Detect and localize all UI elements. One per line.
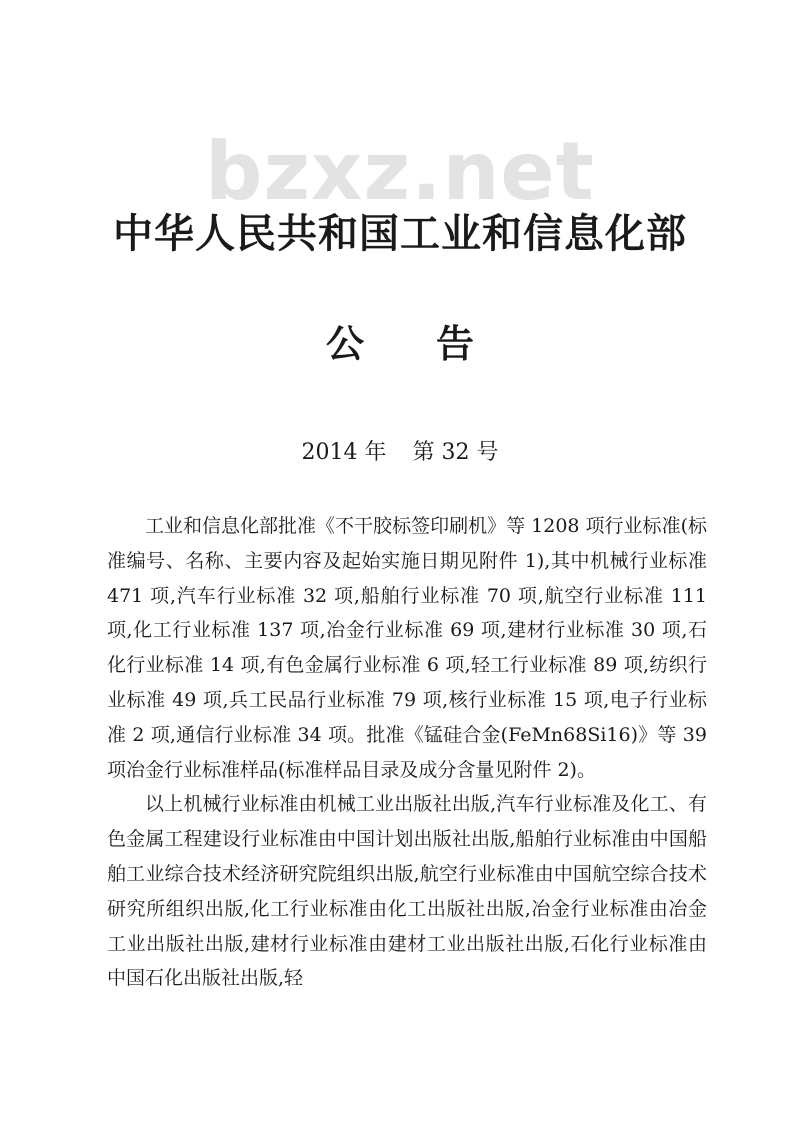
document-type-heading <box>0 318 800 370</box>
document-type-char-2: 告 <box>436 322 475 366</box>
document-number: 第 32 号 <box>412 440 499 465</box>
body-paragraph-2: 以上机械行业标准由机械工业出版社出版,汽车行业标准及化工、有色金属工程建设行业标准由中国计划出版社出版,船舶行业标准由中国船舶工业综合技术经济研究院组织出版,航空行业标准由中国航空综合技术研究所组织出版,化工行业标准由化工出版社出版,冶金行业标准由冶金工业出版社出版,建材行业标准由建材工业出版社出版,石化行业标准由中国石化出版社出版,轻 <box>107 793 707 990</box>
document-type-char-1: 公 <box>325 322 364 366</box>
issuing-organization-title: 中华人民共和国工业和信息化部 <box>113 211 687 257</box>
watermark-text: bzxz.net <box>205 125 595 218</box>
body-paragraph-1: 工业和信息化部批准《不干胶标签印刷机》等 1208 项行业标准(标准编号、名称、主要内容及起始实施日期见附件 1),其中机械行业标准 471 项,汽车行业标准 32 项,船舶行业标准 70 项,航空行业标准 111 项,化工行业标准 137 项,冶金行业标准 69 项,建材行业标准 30 项,石化行业标准 14 项,有色金属行业标准 6 项,轻工行业标准 89 项,纺织行业标准 49 项,兵工民品行业标准 79 项,核行业标准 15 项,电子行业标准 2 项,通信行业标准 34 项。批准《锰硅合金(FeMn68Si16)》等 39 项冶金行业标准样品(标准样品目录及成分含量见附件 2)。 <box>107 515 707 781</box>
announcement-body <box>107 509 707 996</box>
document-number-line <box>0 436 800 470</box>
document-year: 2014 年 <box>301 440 387 465</box>
